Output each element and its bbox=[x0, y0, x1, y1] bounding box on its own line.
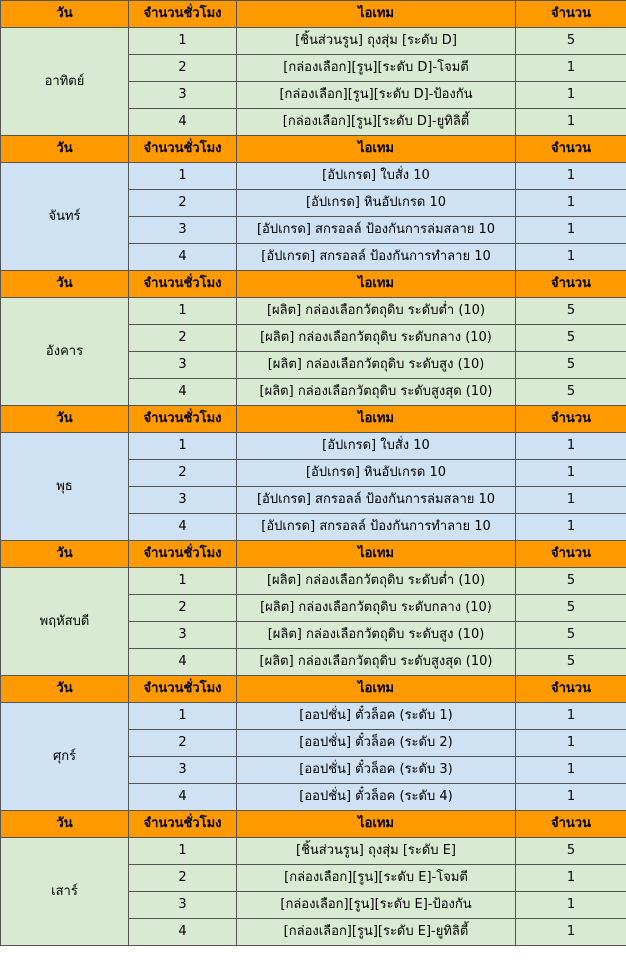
table-row bbox=[1, 298, 626, 325]
item-cell: [ออปชั่น] ตั๋วล็อค (ระดับ 2) bbox=[237, 730, 516, 757]
section-header-row bbox=[1, 676, 626, 703]
item-cell: [อัปเกรด] ใบสั่ง 10 bbox=[237, 433, 516, 460]
header-day: วัน bbox=[1, 541, 129, 568]
header-qty: จำนวน bbox=[516, 271, 626, 298]
qty-cell: 1 bbox=[516, 730, 626, 757]
day-cell: ศุกร์ bbox=[1, 703, 129, 811]
item-cell: [อัปเกรด] สกรอลล์ ป้องกันการทำลาย 10 bbox=[237, 514, 516, 541]
day-cell: เสาร์ bbox=[1, 838, 129, 946]
hour-cell: 2 bbox=[129, 595, 237, 622]
hour-cell: 4 bbox=[129, 109, 237, 136]
header-hours: จำนวนชั่วโมง bbox=[129, 676, 237, 703]
header-day: วัน bbox=[1, 136, 129, 163]
item-cell: [กล่องเลือก][รูน][ระดับ E]-ยูทิลิตี้ bbox=[237, 919, 516, 946]
hour-cell: 4 bbox=[129, 244, 237, 271]
day-cell: อาทิตย์ bbox=[1, 28, 129, 136]
header-item: ไอเทม bbox=[237, 541, 516, 568]
hour-cell: 1 bbox=[129, 28, 237, 55]
qty-cell: 1 bbox=[516, 433, 626, 460]
table-row bbox=[1, 163, 626, 190]
hour-cell: 3 bbox=[129, 217, 237, 244]
item-cell: [ผลิต] กล่องเลือกวัตถุดิบ ระดับสูง (10) bbox=[237, 622, 516, 649]
qty-cell: 1 bbox=[516, 514, 626, 541]
hour-cell: 3 bbox=[129, 892, 237, 919]
hour-cell: 1 bbox=[129, 838, 237, 865]
qty-cell: 5 bbox=[516, 649, 626, 676]
qty-cell: 1 bbox=[516, 163, 626, 190]
qty-cell: 1 bbox=[516, 109, 626, 136]
hour-cell: 1 bbox=[129, 568, 237, 595]
table-row bbox=[1, 568, 626, 595]
item-cell: [อัปเกรด] ใบสั่ง 10 bbox=[237, 163, 516, 190]
header-day: วัน bbox=[1, 1, 129, 28]
qty-cell: 1 bbox=[516, 82, 626, 109]
item-cell: [ชิ้นส่วนรูน] ถุงสุ่ม [ระดับ D] bbox=[237, 28, 516, 55]
hour-cell: 2 bbox=[129, 730, 237, 757]
item-cell: [กล่องเลือก][รูน][ระดับ D]-ป้องกัน bbox=[237, 82, 516, 109]
hour-cell: 2 bbox=[129, 325, 237, 352]
table-row bbox=[1, 433, 626, 460]
hour-cell: 1 bbox=[129, 433, 237, 460]
qty-cell: 5 bbox=[516, 595, 626, 622]
hour-cell: 4 bbox=[129, 784, 237, 811]
header-hours: จำนวนชั่วโมง bbox=[129, 811, 237, 838]
header-item: ไอเทม bbox=[237, 1, 516, 28]
section-header-row bbox=[1, 406, 626, 433]
hour-cell: 2 bbox=[129, 55, 237, 82]
header-day: วัน bbox=[1, 406, 129, 433]
item-cell: [อัปเกรด] สกรอลล์ ป้องกันการทำลาย 10 bbox=[237, 244, 516, 271]
hour-cell: 3 bbox=[129, 82, 237, 109]
qty-cell: 5 bbox=[516, 379, 626, 406]
qty-cell: 1 bbox=[516, 487, 626, 514]
table-row bbox=[1, 838, 626, 865]
qty-cell: 1 bbox=[516, 190, 626, 217]
item-cell: [กล่องเลือก][รูน][ระดับ E]-โจมตี bbox=[237, 865, 516, 892]
day-cell: จันทร์ bbox=[1, 163, 129, 271]
hour-cell: 3 bbox=[129, 757, 237, 784]
header-item: ไอเทม bbox=[237, 271, 516, 298]
qty-cell: 5 bbox=[516, 325, 626, 352]
qty-cell: 1 bbox=[516, 919, 626, 946]
header-hours: จำนวนชั่วโมง bbox=[129, 136, 237, 163]
hour-cell: 2 bbox=[129, 865, 237, 892]
item-cell: [กล่องเลือก][รูน][ระดับ D]-โจมตี bbox=[237, 55, 516, 82]
header-qty: จำนวน bbox=[516, 811, 626, 838]
item-cell: [ออปชั่น] ตั๋วล็อค (ระดับ 3) bbox=[237, 757, 516, 784]
item-cell: [อัปเกรด] สกรอลล์ ป้องกันการล่มสลาย 10 bbox=[237, 217, 516, 244]
item-cell: [ออปชั่น] ตั๋วล็อค (ระดับ 4) bbox=[237, 784, 516, 811]
qty-cell: 1 bbox=[516, 865, 626, 892]
item-cell: [ออปชั่น] ตั๋วล็อค (ระดับ 1) bbox=[237, 703, 516, 730]
hour-cell: 3 bbox=[129, 622, 237, 649]
header-item: ไอเทม bbox=[237, 136, 516, 163]
qty-cell: 1 bbox=[516, 757, 626, 784]
item-cell: [ผลิต] กล่องเลือกวัตถุดิบ ระดับสูง (10) bbox=[237, 352, 516, 379]
hour-cell: 1 bbox=[129, 298, 237, 325]
qty-cell: 5 bbox=[516, 838, 626, 865]
header-qty: จำนวน bbox=[516, 676, 626, 703]
item-cell: [ผลิต] กล่องเลือกวัตถุดิบ ระดับต่ำ (10) bbox=[237, 568, 516, 595]
qty-cell: 1 bbox=[516, 784, 626, 811]
day-cell: พุธ bbox=[1, 433, 129, 541]
item-cell: [กล่องเลือก][รูน][ระดับ D]-ยูทิลิตี้ bbox=[237, 109, 516, 136]
item-cell: [ผลิต] กล่องเลือกวัตถุดิบ ระดับสูงสุด (10) bbox=[237, 379, 516, 406]
hour-cell: 4 bbox=[129, 379, 237, 406]
header-day: วัน bbox=[1, 271, 129, 298]
hour-cell: 3 bbox=[129, 487, 237, 514]
hour-cell: 4 bbox=[129, 649, 237, 676]
day-cell: พฤหัสบดี bbox=[1, 568, 129, 676]
item-cell: [ชิ้นส่วนรูน] ถุงสุ่ม [ระดับ E] bbox=[237, 838, 516, 865]
header-hours: จำนวนชั่วโมง bbox=[129, 541, 237, 568]
header-hours: จำนวนชั่วโมง bbox=[129, 406, 237, 433]
item-cell: [ผลิต] กล่องเลือกวัตถุดิบ ระดับต่ำ (10) bbox=[237, 298, 516, 325]
header-item: ไอเทม bbox=[237, 406, 516, 433]
header-item: ไอเทม bbox=[237, 676, 516, 703]
item-cell: [ผลิต] กล่องเลือกวัตถุดิบ ระดับกลาง (10) bbox=[237, 595, 516, 622]
section-header-row bbox=[1, 1, 626, 28]
item-cell: [ผลิต] กล่องเลือกวัตถุดิบ ระดับสูงสุด (10) bbox=[237, 649, 516, 676]
qty-cell: 1 bbox=[516, 217, 626, 244]
header-item: ไอเทม bbox=[237, 811, 516, 838]
header-hours: จำนวนชั่วโมง bbox=[129, 271, 237, 298]
table-row bbox=[1, 28, 626, 55]
qty-cell: 5 bbox=[516, 622, 626, 649]
header-hours: จำนวนชั่วโมง bbox=[129, 1, 237, 28]
qty-cell: 1 bbox=[516, 703, 626, 730]
header-qty: จำนวน bbox=[516, 1, 626, 28]
schedule-body bbox=[1, 1, 626, 946]
qty-cell: 1 bbox=[516, 892, 626, 919]
header-qty: จำนวน bbox=[516, 541, 626, 568]
qty-cell: 5 bbox=[516, 28, 626, 55]
qty-cell: 1 bbox=[516, 55, 626, 82]
hour-cell: 3 bbox=[129, 352, 237, 379]
hour-cell: 4 bbox=[129, 919, 237, 946]
item-cell: [อัปเกรด] สกรอลล์ ป้องกันการล่มสลาย 10 bbox=[237, 487, 516, 514]
header-day: วัน bbox=[1, 811, 129, 838]
qty-cell: 5 bbox=[516, 298, 626, 325]
item-cell: [ผลิต] กล่องเลือกวัตถุดิบ ระดับกลาง (10) bbox=[237, 325, 516, 352]
item-cell: [อัปเกรด] หินอัปเกรด 10 bbox=[237, 190, 516, 217]
qty-cell: 5 bbox=[516, 568, 626, 595]
section-header-row bbox=[1, 541, 626, 568]
table-row bbox=[1, 703, 626, 730]
hour-cell: 1 bbox=[129, 163, 237, 190]
header-qty: จำนวน bbox=[516, 406, 626, 433]
item-cell: [กล่องเลือก][รูน][ระดับ E]-ป้องกัน bbox=[237, 892, 516, 919]
hour-cell: 1 bbox=[129, 703, 237, 730]
header-qty: จำนวน bbox=[516, 136, 626, 163]
day-cell: อังคาร bbox=[1, 298, 129, 406]
section-header-row bbox=[1, 811, 626, 838]
hour-cell: 4 bbox=[129, 514, 237, 541]
header-day: วัน bbox=[1, 676, 129, 703]
qty-cell: 5 bbox=[516, 352, 626, 379]
qty-cell: 1 bbox=[516, 460, 626, 487]
hour-cell: 2 bbox=[129, 190, 237, 217]
qty-cell: 1 bbox=[516, 244, 626, 271]
section-header-row bbox=[1, 136, 626, 163]
section-header-row bbox=[1, 271, 626, 298]
item-cell: [อัปเกรด] หินอัปเกรด 10 bbox=[237, 460, 516, 487]
hour-cell: 2 bbox=[129, 460, 237, 487]
